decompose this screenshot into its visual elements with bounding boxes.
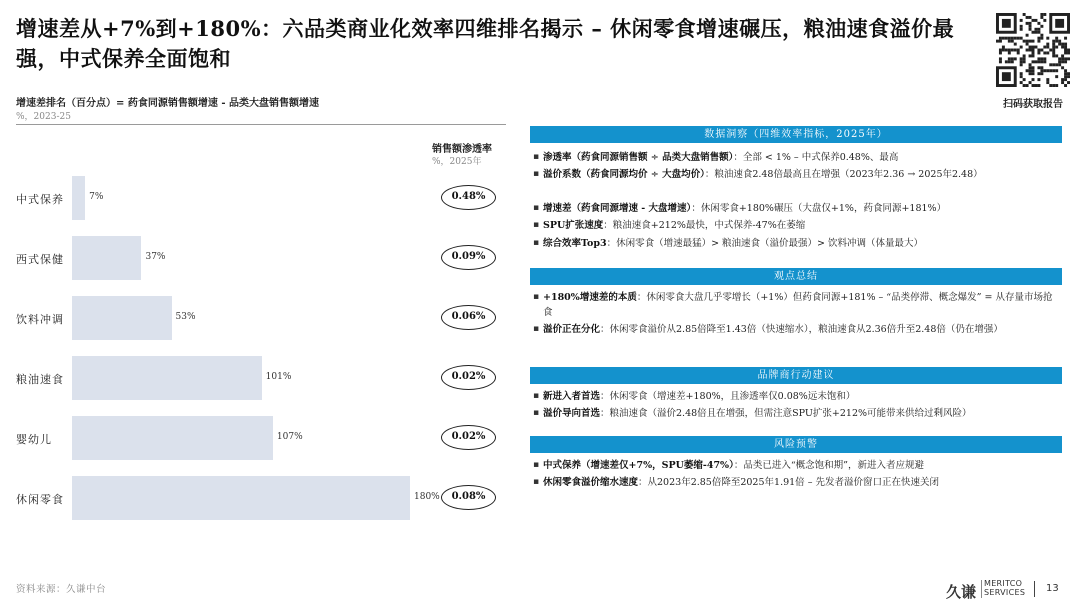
category-label: 饮料冲调: [16, 313, 64, 326]
meritco-logo-cn: 久谦: [946, 583, 977, 601]
bullet-item: [533, 201, 1059, 216]
category-label: 西式保健: [16, 253, 64, 266]
chart-title: 增速差排名（百分点）= 药食同源销售额增速 - 品类大盘销售额增速: [16, 98, 319, 109]
bullet-item: [533, 290, 1059, 320]
section-header: 风险预警: [530, 436, 1062, 453]
bullet-key: 增速差（药食同源增速 - 大盘增速）: [543, 203, 692, 214]
bullet-item: [533, 389, 1059, 404]
bar-value-label: 53%: [175, 312, 196, 322]
bullet-item: [533, 406, 1059, 421]
bar: [72, 356, 262, 400]
bullet-text: ：全部 < 1% – 中式保养0.48%、最高: [733, 152, 899, 163]
bullet-text: ：休闲零食溢价从2.85倍降至1.43倍（快速缩水），粮油速食从2.36倍升至2.48倍（仍在增强）: [600, 324, 1003, 335]
logo-divider: [981, 580, 982, 598]
penetration-value: 0.48%: [441, 185, 496, 210]
bullet-text: ：从2023年2.85倍降至2025年1.91倍 – 先发者溢价窗口正在快速关闭: [638, 477, 939, 488]
bar: [72, 236, 141, 280]
bar-value-label: 180%: [414, 492, 440, 502]
section-header: 观点总结: [530, 268, 1062, 285]
bullet-item: [533, 322, 1059, 337]
bullet-item: [533, 218, 1059, 233]
bullet-key: 溢价系数（药食同源均价 ÷ 大盘均价）: [543, 169, 705, 180]
bullet-item: [533, 167, 1059, 182]
bullet-key: 溢价导向首选: [543, 408, 601, 419]
bar: [72, 296, 172, 340]
bar-value-label: 37%: [145, 252, 166, 262]
bar: [72, 476, 410, 520]
penetration-value: 0.06%: [441, 305, 496, 330]
penetration-subheader: %，2025年: [432, 157, 482, 167]
bullet-text: ：品类已进入“概念饱和期”，新进入者应规避: [733, 460, 925, 471]
bullet-key: 新进入者首选: [543, 391, 601, 402]
penetration-value: 0.02%: [441, 425, 496, 450]
bullet-text: ：粮油速食2.48倍最高且在增强（2023年2.36 → 2025年2.48）: [704, 169, 983, 180]
bullet-key: +180%增速差的本质: [543, 292, 637, 303]
chart-divider: [16, 124, 506, 125]
bullet-key: SPU扩张速度: [543, 220, 604, 231]
bullet-text: ：休闲零食（增速差+180%，且渗透率仅0.08%远未饱和）: [600, 391, 856, 402]
bullet-item: [533, 475, 1059, 490]
page-title: 增速差从+7%到+180%：六品类商业化效率四维排名揭示 – 休闲零食增速碾压，粮油速食溢价最强，中式保养全面饱和: [16, 16, 955, 71]
section-header: 数据洞察（四维效率指标，2025年）: [530, 126, 1062, 143]
bullet-item: [533, 150, 1059, 165]
source-note: 资料来源：久谦中台: [16, 584, 107, 595]
category-label: 粮油速食: [16, 373, 64, 386]
qr-label: 扫码获取报告: [1003, 99, 1063, 110]
bullet-text: ：粮油速食+212%最快，中式保养-47%在萎缩: [603, 220, 806, 231]
page-number: 13: [1046, 583, 1059, 594]
bullet-text: ：休闲零食大盘几乎零增长（+1%）但药食同源+181% – “品类停滞、概念爆发” = 从存量市场抢食: [543, 292, 1053, 318]
chart-subtitle: %，2023-25: [16, 112, 71, 122]
bullet-key: 综合效率Top3: [543, 238, 607, 249]
page-divider: [1034, 581, 1035, 597]
penetration-header: 销售额渗透率: [432, 144, 492, 155]
meritco-logo-en: MERITCO SERVICES: [984, 579, 1026, 597]
bullet-text: ：休闲零食（增速最猛）> 粮油速食（溢价最强）> 饮料冲调（体量最大）: [606, 238, 924, 249]
penetration-value: 0.08%: [441, 485, 496, 510]
bullet-item: [533, 236, 1059, 251]
penetration-value: 0.09%: [441, 245, 496, 270]
bullet-item: [533, 458, 1059, 473]
bar-value-label: 7%: [89, 192, 104, 202]
bar-value-label: 107%: [276, 432, 303, 442]
bar-value-label: 101%: [265, 372, 292, 382]
qr-code[interactable]: [996, 13, 1070, 87]
bullet-key: 溢价正在分化: [543, 324, 601, 335]
category-label: 休闲零食: [16, 493, 64, 506]
bullet-key: 中式保养（增速差仅+7%，SPU萎缩-47%）: [543, 460, 734, 471]
bullet-key: 休闲零食溢价缩水速度: [543, 477, 639, 488]
category-label: 中式保养: [16, 193, 64, 206]
bullet-text: ：粮油速食（溢价2.48倍且在增强，但需注意SPU扩张+212%可能带来供给过剩风险）: [600, 408, 972, 419]
bullet-key: 渗透率（药食同源销售额 ÷ 品类大盘销售额）: [543, 152, 734, 163]
penetration-value: 0.02%: [441, 365, 496, 390]
bar: [72, 176, 85, 220]
section-header: 品牌商行动建议: [530, 367, 1062, 384]
bullet-text: ：休闲零食+180%碾压（大盘仅+1%，药食同源+181%）: [691, 203, 947, 214]
bar: [72, 416, 273, 460]
category-label: 婴幼儿: [16, 433, 52, 446]
